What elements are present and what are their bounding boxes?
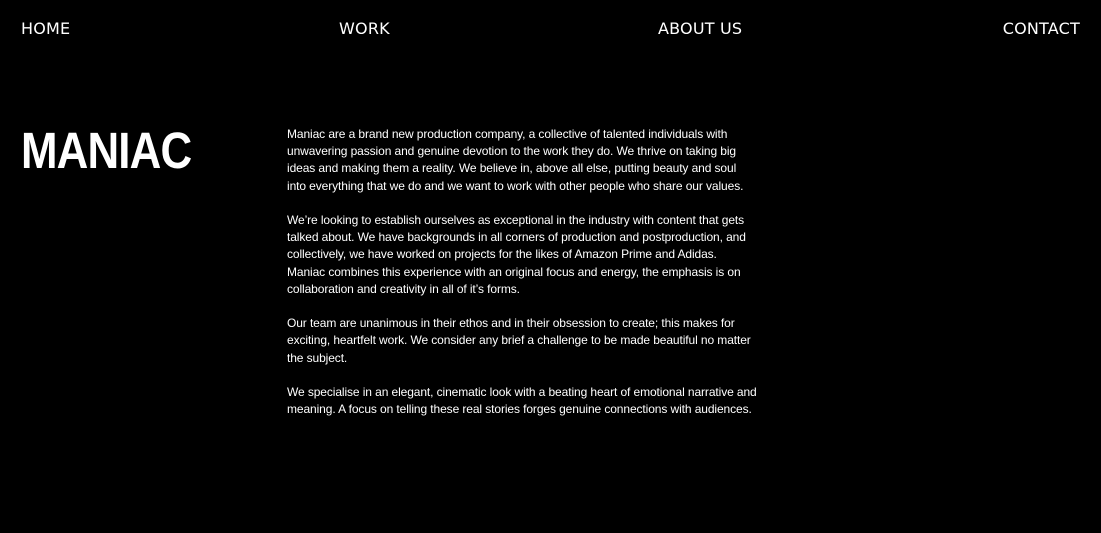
about-paragraph-2: We’re looking to establish ourselves as exceptional in the industry with content that gets talked about. We have backgrounds in all corners of production and postproduction, and collectively, we have worked on projects for the likes of Amazon Prime and Adidas. Maniac combines this experience with an original focus and energy, the emphasis is on collaboration and creativity in all of it’s forms. [287, 213, 746, 296]
about-section [287, 126, 757, 436]
main-navigation [0, 0, 1101, 58]
nav-contact-link[interactable]: CONTACT [1002, 19, 1080, 38]
about-paragraph-3: Our team are unanimous in their ethos and in their obsession to create; this makes for exciting, heartfelt work. We consider any brief a challenge to be made beautiful no matter the subject. [287, 316, 751, 365]
maniac-logo: MANIAC [21, 122, 192, 179]
nav-about-us-link[interactable]: ABOUT US [658, 19, 743, 38]
about-paragraph-4: We specialise in an elegant, cinematic look with a beating heart of emotional narrative and meaning. A focus on telling these real stories forges genuine connections with audiences. [287, 385, 757, 417]
nav-work-link[interactable]: WORK [339, 19, 390, 38]
nav-home-link[interactable]: HOME [21, 19, 71, 38]
about-paragraph-1: Maniac are a brand new production company, a collective of talented individuals with unwavering passion and genuine devotion to the work they do. We thrive on taking big ideas and making them a reality. We believe in, above all else, putting beauty and soul into everything that we do and we want to work with other people who share our values. [287, 127, 744, 193]
